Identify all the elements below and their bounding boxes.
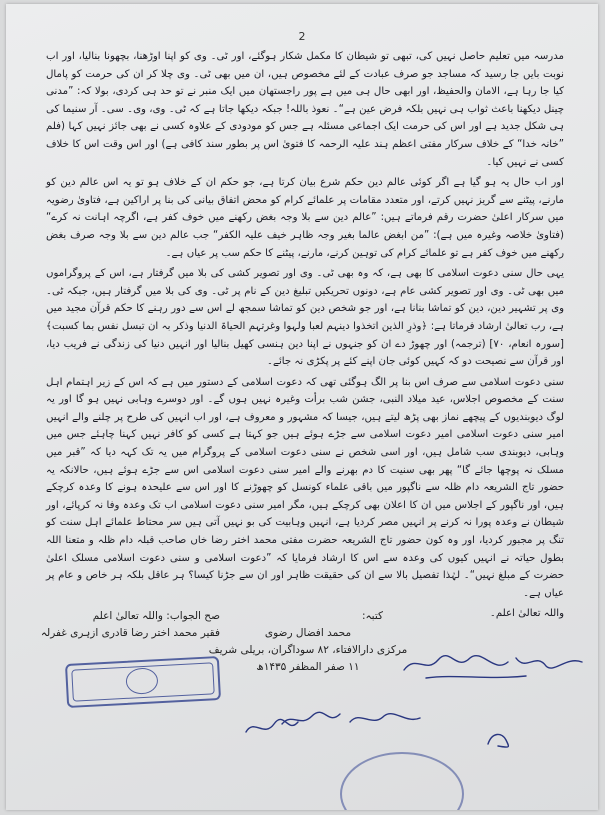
fatwa-body — [46, 48, 564, 626]
seal-stamp-bottom — [340, 752, 464, 810]
paragraph-1: مدرسہ میں تعلیم حاصل نہیں کی، تبھی تو شیطان کا مکمل شکار ہوگئے، اور ٹی۔ وی کو اپنا اوڑھنا، بچھونا بنالیا، اور اب نوبت بایں جا رسید کہ مساجد جو صرف عبادت کے لئے مخصوص ہیں، ان میں بھی ٹی۔ وی چلا کر ان کی حرمت کو پامال کیا جا رہا ہے، الامان والحفیظ، اور ابھی حال ہی میں ہے پور راجستھان میں ایک منبر نے تو حد ہی کردی، بولا کہ: ”مدنی چینل دیکھنا باعث ثواب ہی نہیں بلکہ فرض عین ہے“۔ نعوذ باللہ! جبکہ دیکھا جاتا ہے کہ ٹی۔ وی، وی۔ سی۔ آر سنیما کی ہی شکل جدید ہے اور اس کی حرمت ایک اجماعی مسئلہ ہے جس کو مودودی کے علاوہ کسی نے بھی جائز نہیں کہا (فلم ”خانہ خدا“ کے خلاف سرکار مفتی اعظم ہند علیہ الرحمہ کا فتویٰ اس پر بطور سند کافی ہے) اور اس وقت اس کا خلاف کسی نے نہیں کیا۔ — [46, 51, 564, 168]
paragraph-4: سنی دعوت اسلامی سے صرف اس بنا پر الگ ہوگئی تھی کہ دعوت اسلامی کے دستور میں ہے کہ اس کے زیر اہتمام اہل سنت کے مخصوص اجلاس، عید میلاد النبی، جشن شب برأت وغیرہ نہیں ہوں گے۔ اور دوسرے وہابی نہیں ہو گا اور یہ لوگ دیوبندیوں کے پیچھے نماز بھی پڑھ لیتے ہیں، جیسا کہ مشہور و معروف ہے، اور اب انہیں کی طرح پر چلنے والے انہیں امیر سنی دعوت اسلامی امیر دعوت اسلامی سے جڑے ہوئے ہیں جو کہتا ہے کسی کو کافر نہیں کہنا چاہئے جس میں وہابی، دیوبندی سب شامل ہیں، اور اسی شخص نے سنی دعوت اسلامی کے پروگرام میں یہ تک کہہ دیا کہ ”قبر میں مسلک نہ پوچھا جائے گا“ پھر بھی سنیت کا دم بھرنے والے امیر سنی دعوت اسلامی اس سے جڑے ہوئے ہیں، حالانکہ یہ حضور تاج الشریعہ دام ظلہ سے ناگپور میں باقی علماء کونسل کو چھوڑنے کا اور اس سے علیحدہ ہونے کا وعدہ کرچکے ہیں، اور ناگپور کے اجلاس میں ان کا اعلان بھی کرچکے ہیں، مگر امیر سنی دعوت اسلامی اب تک وعدہ وفا نہ کرپائے، اور شیطان نے وعدہ پورا نہ کرنے پر انہیں مصر کردیا ہے، انہیں وہابیت کی بو نہیں آتی ہیں سر محتاط علمائے اہل سنت کو تنگ پر مجبور کردیا، اور وہ کون حضور تاج الشریعہ حضرت مفتی محمد اختر رضا خاں صاحب قبلہ دام ظلہ و متعنا اللہ بطول حیاتہ نے انہیں کیوں کی وعدہ سے اس کا ارشاد فرمایا کہ ”دعوت اسلامی و سنی دعوت اسلامی مسلک اعلیٰ حضرت کے مبلغ نہیں“۔ لہٰذا تفصیل بالا سے ان کی حقیقت ظاہر اور ان سے جڑنا کیسا؟ ہر عاقل بلکہ ہر خاص و عام پر عیاں ہے۔ — [46, 376, 564, 599]
closing-line: واللہ تعالیٰ اعلم۔ — [489, 608, 564, 620]
writer-label: کتبہ: — [361, 610, 383, 622]
writer-name: محمد افضال رضوی — [264, 627, 352, 639]
writer-date: ۱۱ صفر المظفر ۱۴۳۵ھ — [256, 661, 360, 673]
paragraph-3: یہی حال سنی دعوت اسلامی کا بھی ہے، کہ وہ بھی ٹی۔ وی اور تصویر کشی کی بلا میں گرفتار ہے، اس کے پروگراموں میں بھی ٹی۔ وی اور تصویر کشی عام ہے، دونوں تحریکیں تبلیغ دین کے نام پر ٹی۔ وی کی بلا میں گرفتار ہیں، جبکہ ٹی۔ وی پر تشہیر دین، دین کو تماشا بنانا ہے، اور جو شخص دین کو تماشا سمجھ لے اس سے دور رہنے کا حکم قرآن مجید میں ہے، رب تعالیٰ ارشاد فرماتا ہے: ﴿وذرِ الذین اتخذوا دینہم لعبا ولہوا وغرتہم الحیاۃ الدنیا وذکر بہ ان تبسل نفس بما کسبت﴾ [سورہ انعام، ۷۰] (ترجمہ) اور چھوڑ دے ان کو جنہوں نے اپنا دین ہنسی کھیل بنالیا اور انہیں دنیا کی زندگی نے فریب دیا، اور قرآن سے نصیحت دو کہ کہیں کوئی جان اپنے کئے پر پکڑی نہ جائے۔ — [46, 268, 564, 368]
document-page — [6, 4, 598, 810]
handwritten-signature-3 — [242, 712, 302, 742]
writer-block — [193, 608, 423, 676]
handwritten-signature-1 — [396, 644, 596, 684]
paragraph-2: اور اب حال یہ ہو گیا ہے اگر کوئی عالم دین حکم شرع بیان کرتا ہے، جو حکم ان کے خلاف ہو تو یہ اس عالم دین کو مارنے، پیٹنے سے گریز نہیں کرتے، اور متعدد مقامات پر علمائے کرام کو محض اتفاق بیانی کی بنا پر اراکین ہے، فتاویٰ رضویہ میں سرکار اعلیٰ حضرت رقم فرماتے ہیں: ”عالم دین سے بلا وجہ بغض رکھنے میں خوف کفر ہے، اگرچہ اہانت نہ کرے“ (فتاویٰ خلاصہ وغیرہ میں ہے): ”من ابغض عالما بغیر وجہ ظاہر خیف علیہ الکفر“ جب عالم دین سے بلا وجہ صرف بغض رکھنے میں خوف کفر ہے تو علمائے کرام کی توہین کرنے، مارنے، پیٹنے کا حکم سب پر عیاں ہے۔ — [46, 177, 564, 259]
page-number: 2 — [298, 30, 306, 43]
writer-institution: مرکزی دارالافتاء، ۸۲ سوداگران، بریلی شریف — [208, 644, 408, 656]
seal-stamp-left — [65, 656, 221, 708]
attestation-verdict: صح الجواب: واللہ تعالیٰ اعلم — [92, 610, 220, 622]
margin-mark — [484, 728, 514, 752]
attestation-block — [20, 608, 220, 642]
attestation-name: فقیر محمد اختر رضا قادری ازہری غفرلہ — [40, 627, 220, 639]
